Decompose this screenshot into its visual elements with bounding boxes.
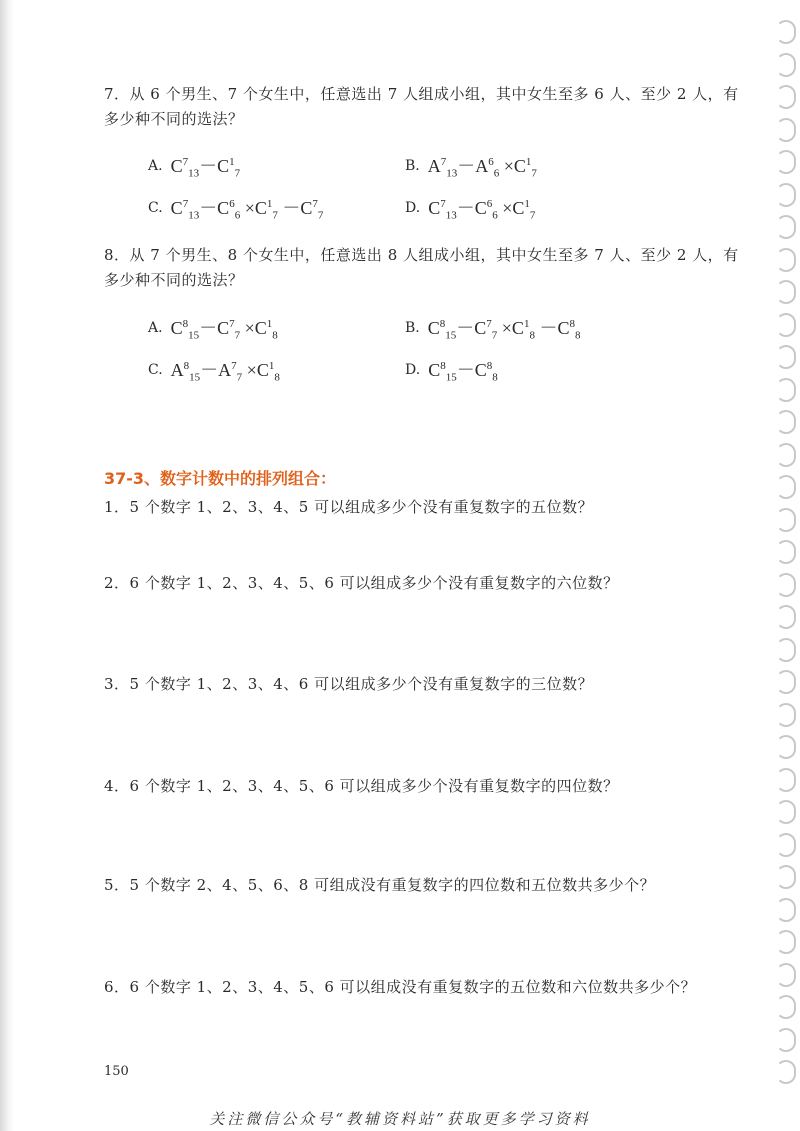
option-formula: $C^7_{13}-C^6_6 \times C^1_7 -C^7_7$ xyxy=(170,198,324,222)
page-edge-shadow xyxy=(0,0,14,1131)
option-label: B. xyxy=(405,157,420,174)
binding-ring xyxy=(776,280,796,304)
binding-ring xyxy=(776,1028,796,1052)
binding-ring xyxy=(776,410,796,434)
q8-option-b xyxy=(405,314,580,342)
binding-ring xyxy=(776,183,796,207)
binding-ring xyxy=(776,670,796,694)
option-label: D. xyxy=(405,199,421,216)
spiral-binding xyxy=(770,20,796,1100)
section-question-6: 6．6 个数字 1、2、3、4、5、6 可以组成没有重复数字的五位数和六位数共多少个？ xyxy=(104,978,697,996)
option-label: B. xyxy=(405,319,420,336)
page-number: 150 xyxy=(104,1064,129,1079)
option-formula: $C^8_{15}-C^7_7 \times C^1_8 -C^8_8$ xyxy=(427,318,581,342)
footer-watermark: 关注微信公众号“教辅资料站”获取更多学习资料 xyxy=(209,1110,591,1128)
option-formula: $A^8_{15}-A^7_7 \times C^1_8$ xyxy=(170,360,280,384)
binding-ring xyxy=(776,930,796,954)
binding-ring xyxy=(776,85,796,109)
option-formula: $C^8_{15}-C^8_8$ xyxy=(428,360,498,384)
section-question-3: 3．5 个数字 1、2、3、4、6 可以组成多少个没有重复数字的三位数？ xyxy=(104,675,594,693)
binding-ring xyxy=(776,345,796,369)
binding-ring xyxy=(776,800,796,824)
q7-option-d xyxy=(405,194,535,222)
option-label: C. xyxy=(148,361,163,378)
binding-ring xyxy=(776,248,796,272)
q8-option-c xyxy=(148,356,280,384)
binding-ring xyxy=(776,1060,796,1084)
option-formula: $A^7_{13}-A^6_6 \times C^1_7$ xyxy=(427,156,537,180)
option-label: A. xyxy=(148,319,163,336)
binding-ring xyxy=(776,833,796,857)
q8-option-a xyxy=(148,314,278,342)
q7-option-b xyxy=(405,152,537,180)
binding-ring xyxy=(776,605,796,629)
option-formula: $C^7_{13}-C^1_7$ xyxy=(170,156,241,180)
binding-ring xyxy=(776,768,796,792)
binding-ring xyxy=(776,118,796,142)
binding-ring xyxy=(776,638,796,662)
binding-ring xyxy=(776,378,796,402)
binding-ring xyxy=(776,53,796,77)
binding-ring xyxy=(776,963,796,987)
question-7: 7．从 6 个男生、7 个女生中，任意选出 7 人组成小组，其中女生至多 6 人、至少 2 人，有多少种不同的选法？ xyxy=(104,85,739,128)
option-formula: $C^7_{13}-C^6_6 \times C^1_7$ xyxy=(428,198,536,222)
binding-ring xyxy=(776,573,796,597)
section-question-2: 2．6 个数字 1、2、3、4、5、6 可以组成多少个没有重复数字的六位数？ xyxy=(104,574,619,592)
section-question-1: 1．5 个数字 1、2、3、4、5 可以组成多少个没有重复数字的五位数？ xyxy=(104,498,594,516)
section-question-4: 4．6 个数字 1、2、3、4、5、6 可以组成多少个没有重复数字的四位数？ xyxy=(104,777,619,795)
binding-ring xyxy=(776,20,796,44)
binding-ring xyxy=(776,475,796,499)
q8-option-d xyxy=(405,356,498,384)
question-8: 8．从 7 个男生、8 个女生中，任意选出 8 人组成小组，其中女生至多 7 人、至少 2 人，有多少种不同的选法？ xyxy=(104,246,739,289)
binding-ring xyxy=(776,150,796,174)
binding-ring xyxy=(776,540,796,564)
option-label: D. xyxy=(405,361,421,378)
section-question-5: 5．5 个数字 2、4、5、6、8 可组成没有重复数字的四位数和五位数共多少个？ xyxy=(104,876,656,894)
option-formula: $C^8_{15}-C^7_7 \times C^1_8$ xyxy=(170,318,278,342)
section-heading: 37-3、数字计数中的排列组合： xyxy=(104,469,337,488)
option-label: C. xyxy=(148,199,163,216)
binding-ring xyxy=(776,313,796,337)
binding-ring xyxy=(776,443,796,467)
binding-ring xyxy=(776,865,796,889)
binding-ring xyxy=(776,508,796,532)
option-label: A. xyxy=(148,157,163,174)
q7-option-a xyxy=(148,152,240,180)
binding-ring xyxy=(776,703,796,727)
binding-ring xyxy=(776,215,796,239)
binding-ring xyxy=(776,898,796,922)
binding-ring xyxy=(776,735,796,759)
q7-option-c xyxy=(148,194,323,222)
binding-ring xyxy=(776,995,796,1019)
